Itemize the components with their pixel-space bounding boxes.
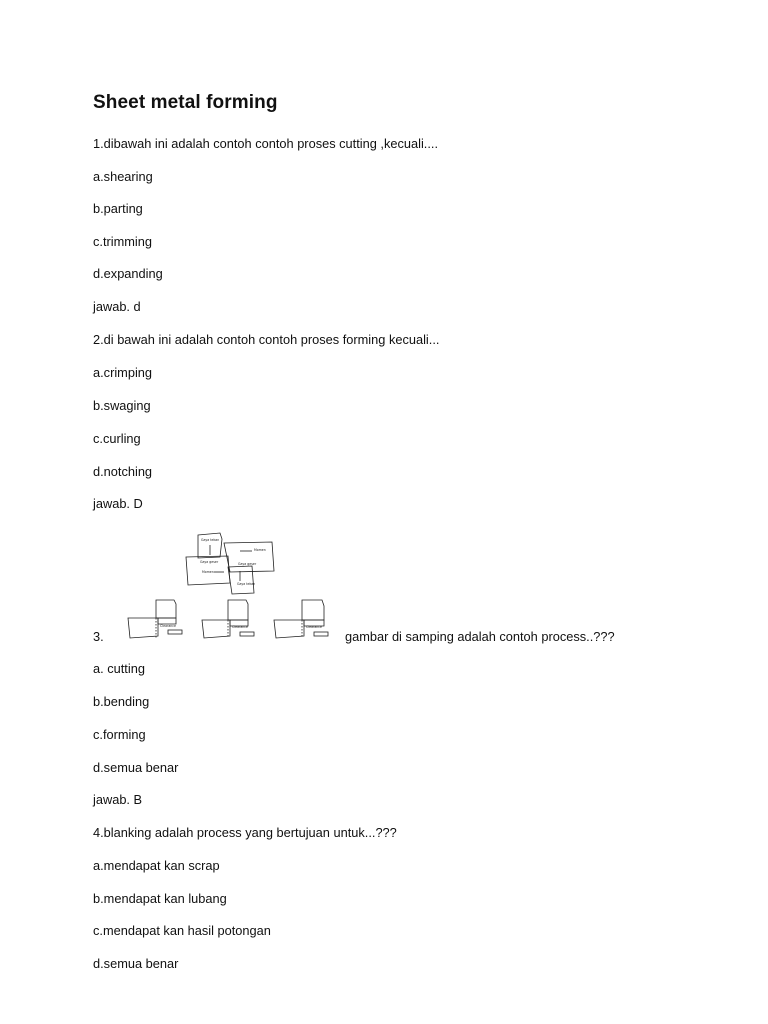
q2-option-c: c.curling xyxy=(93,431,141,446)
label-momen-bottom: Momen xyxy=(202,570,214,574)
q3-option-b: b.bending xyxy=(93,694,150,709)
label-clearance-3: Clearance xyxy=(306,625,323,629)
q1-option-c: c.trimming xyxy=(93,234,153,249)
q4-option-a: a.mendapat kan scrap xyxy=(93,858,220,873)
label-gaya-tekan-bottom: Gaya tekan xyxy=(237,582,256,586)
question-2: 2.di bawah ini adalah contoh contoh proses forming kecuali... xyxy=(93,332,440,347)
q2-answer: jawab. D xyxy=(93,496,143,511)
q2-option-a: a.crimping xyxy=(93,365,153,380)
shearing-forces-diagram xyxy=(180,527,280,595)
clearance-diagram-2 xyxy=(200,598,268,640)
label-gaya-tekan-top: Gaya tekan xyxy=(201,538,220,542)
label-clearance-1: Clearance xyxy=(160,624,177,628)
q3-option-a: a. cutting xyxy=(93,661,145,676)
label-gaya-geser-right: Gaya geser xyxy=(238,562,257,566)
q2-option-b: b.swaging xyxy=(93,398,151,413)
q4-option-d: d.semua benar xyxy=(93,956,179,971)
question-3-number: 3. xyxy=(93,629,104,644)
q4-option-c: c.mendapat kan hasil potongan xyxy=(93,923,271,938)
q1-option-a: a.shearing xyxy=(93,169,153,184)
q1-option-d: d.expanding xyxy=(93,266,163,281)
q1-option-b: b.parting xyxy=(93,201,143,216)
q1-answer: jawab. d xyxy=(93,299,141,314)
label-momen-top: Momen xyxy=(254,548,266,552)
q4-option-b: b.mendapat kan lubang xyxy=(93,891,227,906)
q3-option-d: d.semua benar xyxy=(93,760,179,775)
q2-option-d: d.notching xyxy=(93,464,153,479)
label-clearance-2: Clearance xyxy=(232,625,249,629)
question-4: 4.blanking adalah process yang bertujuan untuk...??? xyxy=(93,825,397,840)
clearance-diagram-3 xyxy=(272,598,340,640)
clearance-diagram-1 xyxy=(126,598,194,640)
label-gaya-geser-left: Gaya geser xyxy=(200,560,219,564)
q3-option-c: c.forming xyxy=(93,727,146,742)
q3-answer: jawab. B xyxy=(93,792,143,807)
question-3: gambar di samping adalah contoh process..??? xyxy=(345,629,615,644)
question-1: 1.dibawah ini adalah contoh contoh proses cutting ,kecuali.... xyxy=(93,136,439,151)
page-title: Sheet metal forming xyxy=(93,92,278,113)
